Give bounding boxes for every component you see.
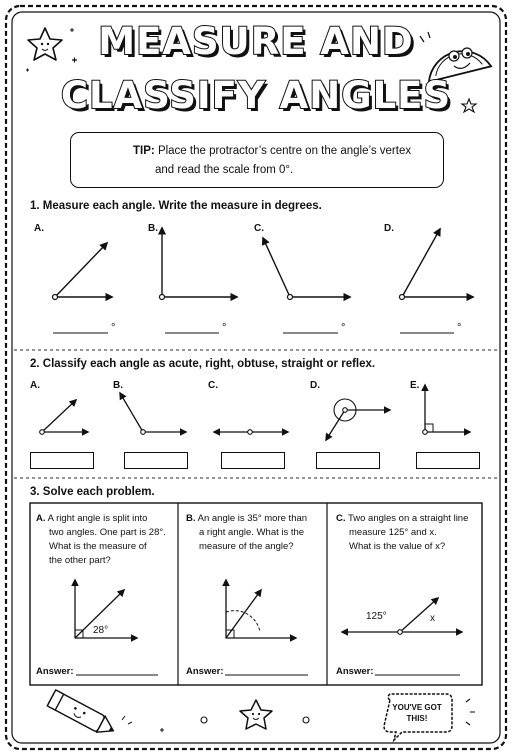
problem-a-line: What is the measure of <box>49 541 147 552</box>
degree-unit-a: ° <box>111 322 116 334</box>
angle-2c <box>214 430 288 435</box>
angle-1d <box>400 229 474 300</box>
tip-box <box>70 132 444 188</box>
degree-unit-b: ° <box>222 322 227 334</box>
problem-a-line: the other part? <box>49 555 111 566</box>
problem-a-answer-label: Answer: <box>36 666 74 677</box>
section-2-label-a: A. <box>30 380 40 391</box>
problem-c-answer-label: Answer: <box>336 666 374 677</box>
problem-a-line: two angles. One part is 28°. <box>49 527 166 538</box>
problem-b-line: a right angle. What is the <box>199 527 305 538</box>
angle-2b <box>120 393 186 434</box>
tip-text <box>133 142 411 180</box>
problem-b-line: measure of the angle? <box>199 541 294 552</box>
problem-c-angle-x: x <box>430 613 435 624</box>
section-2-label-b: B. <box>113 380 123 391</box>
tip-line-2: and read the scale from 0°. <box>155 164 294 176</box>
section-1-label-d: D. <box>384 223 394 234</box>
section-2-heading: 2. Classify each angle as acute, right, obtuse, straight or reflex. <box>30 358 376 370</box>
tip-label: TIP: <box>133 145 155 157</box>
section-1-heading: 1. Measure each angle. Write the measure in degrees. <box>30 200 322 212</box>
angle-2a <box>40 400 88 434</box>
answer-box-e[interactable] <box>416 452 480 469</box>
angle-1b <box>160 228 238 300</box>
section-2-label-e: E. <box>410 380 420 391</box>
problem-c-label: C. <box>336 513 346 524</box>
tip-line-1: Place the protractor’s centre on the angle’s vertex <box>157 145 412 157</box>
section-2-label-d: D. <box>310 380 320 391</box>
problem-c-angle-125: 125° <box>366 611 387 622</box>
encouragement-badge <box>384 697 450 737</box>
answer-box-b[interactable] <box>124 452 188 469</box>
problem-a-label: A. <box>36 513 46 524</box>
answer-box-c[interactable] <box>221 452 285 469</box>
problem-c-line: Two angles on a straight line <box>347 513 469 524</box>
problem-b-line: An angle is 35° more than <box>197 513 308 524</box>
problem-c-text <box>336 512 468 554</box>
problem-c-line: measure 125° and x. <box>349 527 437 538</box>
degree-unit-d: ° <box>457 322 462 334</box>
angle-1c <box>263 238 350 300</box>
section-2-label-c: C. <box>208 380 218 391</box>
title-line-1: MEASURE AND <box>98 20 414 63</box>
section-1-label-b: B. <box>148 223 158 234</box>
problem-b-text <box>186 512 307 554</box>
section-1-label-a: A. <box>34 223 44 234</box>
angle-2d <box>326 399 390 440</box>
problem-b-figure <box>226 580 296 638</box>
pencil-mascot-icon <box>47 690 117 739</box>
answer-box-a[interactable] <box>30 452 94 469</box>
degree-unit-c: ° <box>341 322 346 334</box>
bottom-star-icon <box>240 700 272 729</box>
badge-line-2: THIS! <box>406 714 428 723</box>
problem-c-figure <box>342 598 462 634</box>
angle-1a <box>53 243 113 300</box>
problem-a-text <box>36 512 166 568</box>
title-line-2: CLASSIFY ANGLES <box>60 74 452 117</box>
problem-a-line: A right angle is split into <box>47 513 148 524</box>
badge-line-1: YOU'VE GOT <box>392 703 442 712</box>
problem-a-angle-label: 28° <box>93 625 109 636</box>
section-1-label-c: C. <box>254 223 264 234</box>
angle-2e <box>423 385 470 434</box>
problem-b-answer-label: Answer: <box>186 666 224 677</box>
problem-b-label: B. <box>186 513 196 524</box>
answer-box-d[interactable] <box>316 452 380 469</box>
section-3-heading: 3. Solve each problem. <box>30 486 155 498</box>
problem-c-line: What is the value of x? <box>349 541 446 552</box>
